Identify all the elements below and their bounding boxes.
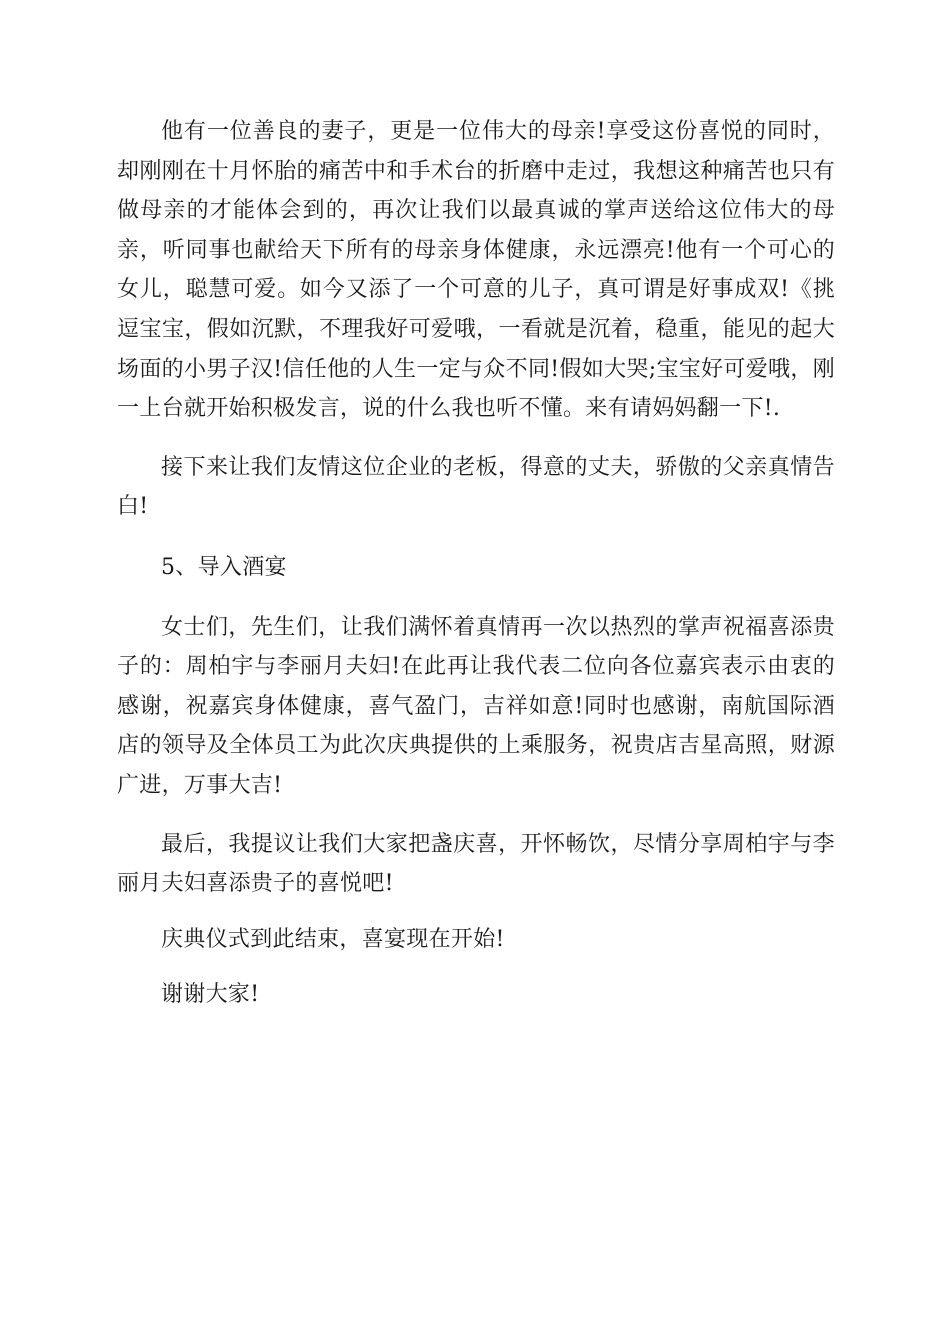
- document-body: [117, 112, 835, 1015]
- paragraph-father-speech: 接下来让我们友情这位企业的老板，得意的丈夫，骄傲的父亲真情告白!: [117, 454, 835, 520]
- paragraph-ceremony-end: 庆典仪式到此结束，喜宴现在开始!: [161, 926, 505, 952]
- section-heading-banquet: 5、导入酒宴: [161, 554, 287, 580]
- paragraph-thanks: 女士们，先生们，让我们满怀着真情再一次以热烈的掌声祝福喜添贵子的：周柏宇与李丽月夫妇!在此再让我代表二位向各位嘉宾表示由衷的感谢，祝嘉宾身体健康，喜气盈门，吉祥如意!同时也感谢，南航国际酒店的领导及全体员工为此次庆典提供的上乘服务，祝贵店吉星高照，财源广进，万事大吉!: [117, 614, 835, 798]
- paragraph-congratulations: 他有一位善良的妻子，更是一位伟大的母亲!享受这份喜悦的同时，却刚刚在十月怀胎的痛苦中和手术台的折磨中走过，我想这种痛苦也只有做母亲的才能体会到的，再次让我们以最真诚的掌声送给这位伟大的母亲，听同事也献给天下所有的母亲身体健康，永远漂亮!他有一个可心的女儿，聪慧可爱。如今又添了一个可意的儿子，真可谓是好事成双!《挑逗宝宝，假如沉默，不理我好可爱哦，一看就是沉着，稳重，能见的起大场面的小男子汉!信任他的人生一定与众不同!假如大哭;宝宝好可爱哦，刚一上台就开始积极发言，说的什么我也听不懂。来有请妈妈翻一下!.: [117, 119, 835, 422]
- paragraph-closing-thanks: 谢谢大家!: [161, 982, 260, 1008]
- paragraph-toast: 最后，我提议让我们大家把盏庆喜，开怀畅饮，尽情分享周柏宇与李丽月夫妇喜添贵子的喜悦吧!: [117, 831, 835, 897]
